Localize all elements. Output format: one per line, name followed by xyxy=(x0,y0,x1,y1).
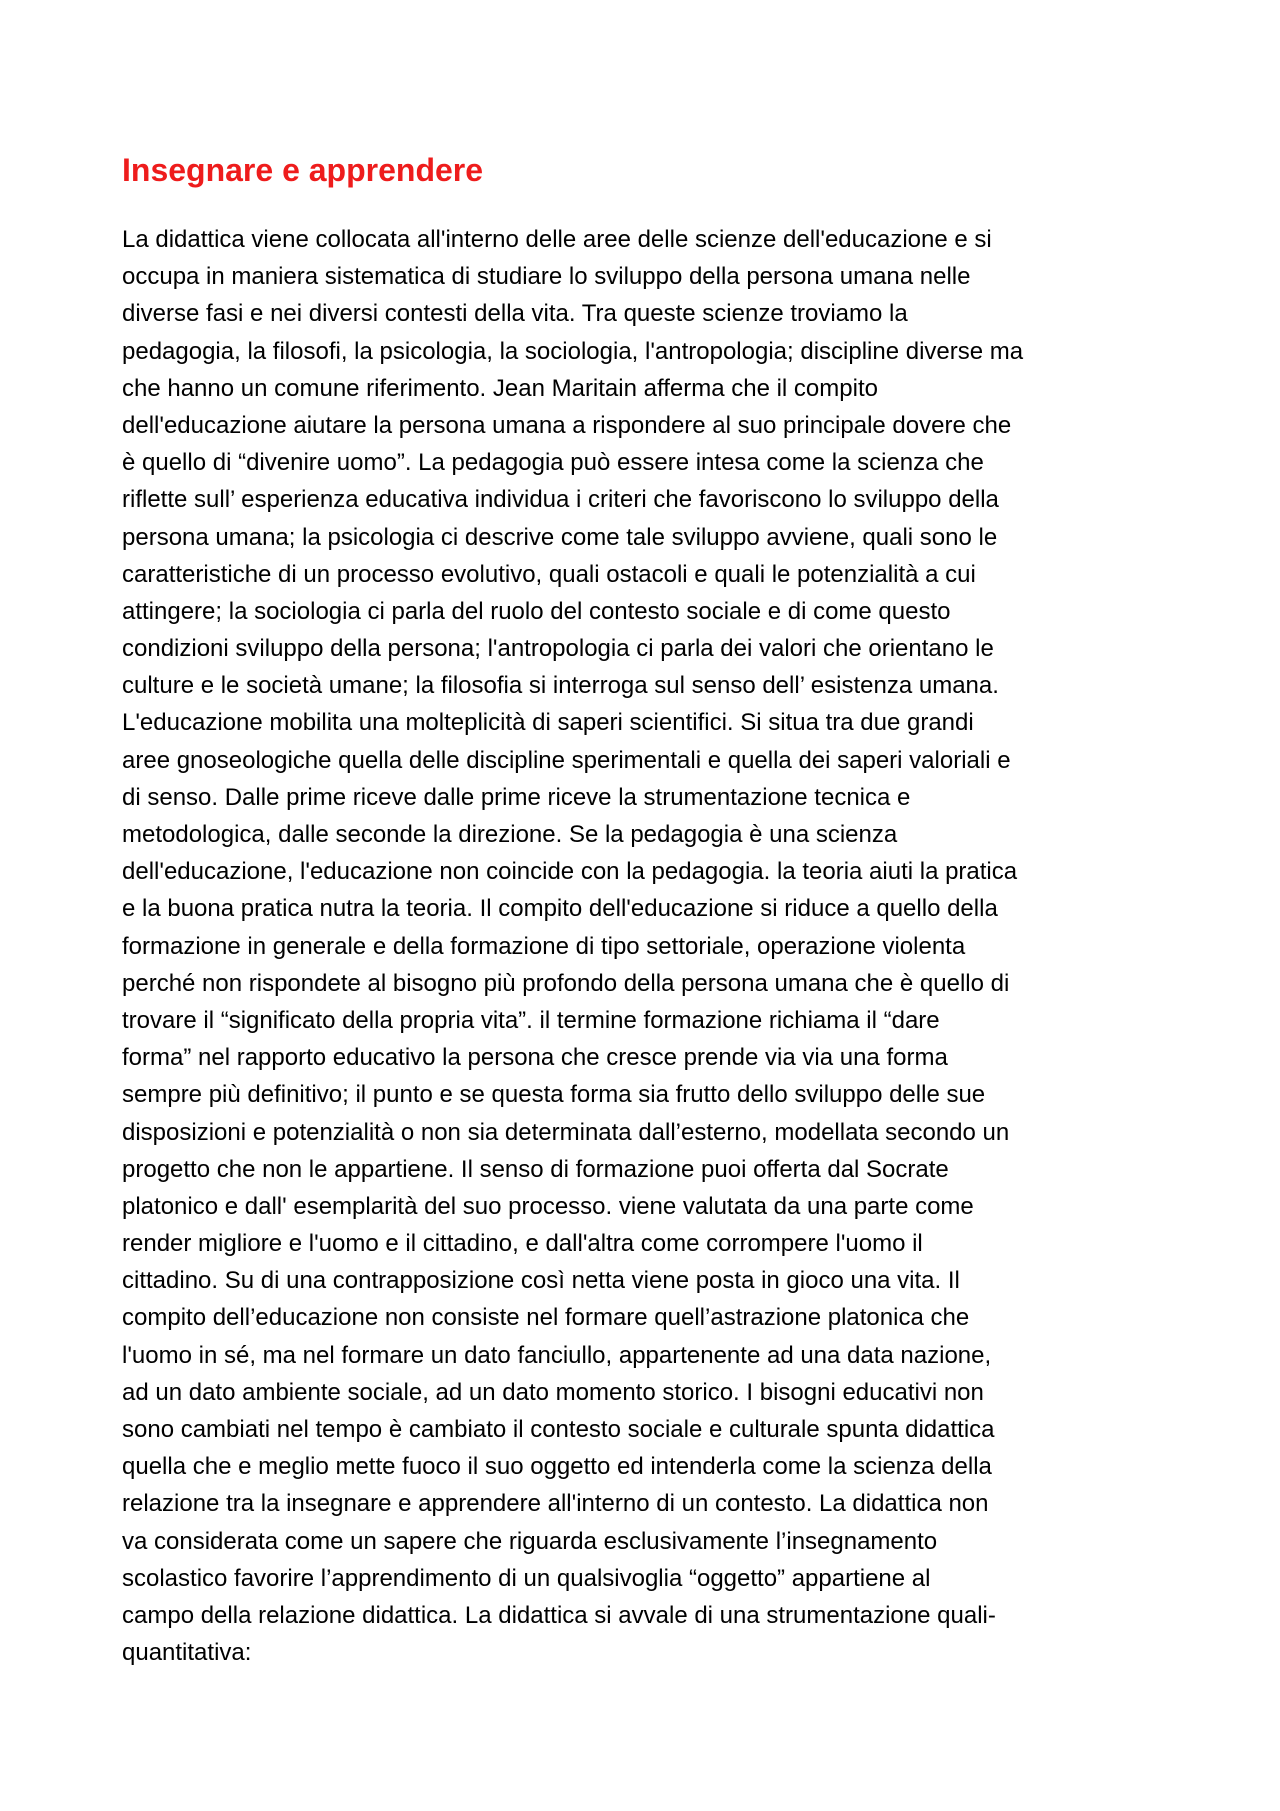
body-line: persona umana; la psicologia ci descrive come tale sviluppo avviene, quali sono le xyxy=(122,523,998,551)
body-line: dell'educazione aiutare la persona umana a rispondere al suo principale dovere che xyxy=(122,411,1012,439)
body-line: occupa in maniera sistematica di studiare lo sviluppo della persona umana nelle xyxy=(122,263,971,291)
body-line: campo della relazione didattica. La didattica si avvale di una strumentazione quali- xyxy=(122,1601,996,1629)
body-line: ad un dato ambiente sociale, ad un dato momento storico. I bisogni educativi non xyxy=(122,1378,984,1406)
body-line: va considerata come un sapere che riguarda esclusivamente l’insegnamento xyxy=(122,1527,938,1555)
body-line: quella che e meglio mette fuoco il suo oggetto ed intenderla come la scienza della xyxy=(122,1453,992,1481)
body-line: forma” nel rapporto educativo la persona che cresce prende via via una forma xyxy=(122,1044,948,1072)
body-line: e la buona pratica nutra la teoria. Il compito dell'educazione si riduce a quello della xyxy=(122,895,998,923)
body-line: condizioni sviluppo della persona; l'antropologia ci parla dei valori che orientano le xyxy=(122,635,994,663)
body-line: l'uomo in sé, ma nel formare un dato fanciullo, appartenente ad una data nazione, xyxy=(122,1341,992,1369)
body-line: è quello di “divenire uomo”. La pedagogia può essere intesa come la scienza che xyxy=(122,449,984,477)
body-line: formazione in generale e della formazione di tipo settoriale, operazione violenta xyxy=(122,932,966,960)
body-line: attingere; la sociologia ci parla del ruolo del contesto sociale e di come questo xyxy=(122,597,951,625)
body-line: sono cambiati nel tempo è cambiato il contesto sociale e culturale spunta didattica xyxy=(122,1416,995,1443)
body-line: che hanno un comune riferimento. Jean Maritain afferma che il compito xyxy=(122,374,878,402)
document-title: Insegnare e apprendere xyxy=(122,152,484,188)
body-line: progetto che non le appartiene. Il senso di formazione puoi offerta dal Socrate xyxy=(122,1155,949,1183)
body-line: dell'educazione, l'educazione non coincide con la pedagogia. la teoria aiuti la pratica xyxy=(122,858,1018,886)
body-line: perché non rispondete al bisogno più profondo della persona umana che è quello di xyxy=(122,969,1010,997)
body-line: cittadino. Su di una contrapposizione così netta viene posta in gioco una vita. Il xyxy=(122,1267,960,1295)
body-line: caratteristiche di un processo evolutivo, quali ostacoli e quali le potenzialità a cui xyxy=(122,560,976,588)
body-line: pedagogia, la filosofi, la psicologia, la sociologia, l'antropologia; discipline diverse ma xyxy=(122,337,1024,365)
body-line: La didattica viene collocata all'interno delle aree delle scienze dell'educazione e si xyxy=(122,226,992,253)
body-line: di senso. Dalle prime riceve dalle prime riceve la strumentazione tecnica e xyxy=(122,783,911,811)
body-line: render migliore e l'uomo e il cittadino, e dall'altra come corrompere l'uomo il xyxy=(122,1230,923,1258)
body-line: culture e le società umane; la filosofia si interroga sul senso dell’ esistenza umana. xyxy=(122,672,999,700)
body-line: trovare il “significato della propria vita”. il termine formazione richiama il “dare xyxy=(122,1006,940,1034)
body-line: relazione tra la insegnare e apprendere all'interno di un contesto. La didattica non xyxy=(122,1490,989,1518)
body-line: compito dell’educazione non consiste nel formare quell’astrazione platonica che xyxy=(122,1304,970,1332)
body-line: L'educazione mobilita una molteplicità di saperi scientifici. Si situa tra due grandi xyxy=(122,709,974,737)
body-line: riflette sull’ esperienza educativa individua i criteri che favoriscono lo sviluppo della xyxy=(122,486,999,514)
body-line: diverse fasi e nei diversi contesti della vita. Tra queste scienze troviamo la xyxy=(122,300,908,328)
body-line: aree gnoseologiche quella delle discipline sperimentali e quella dei saperi valoriali e xyxy=(122,746,1011,774)
body-line: disposizioni e potenzialità o non sia determinata dall’esterno, modellata secondo un xyxy=(122,1118,1010,1146)
body-line: platonico e dall' esemplarità del suo processo. viene valutata da una parte come xyxy=(122,1192,974,1220)
document-body xyxy=(122,221,1182,1671)
body-line: sempre più definitivo; il punto e se questa forma sia frutto dello sviluppo delle sue xyxy=(122,1081,986,1109)
body-line: scolastico favorire l’apprendimento di un qualsivoglia “oggetto” appartiene al xyxy=(122,1564,931,1592)
body-line: quantitativa: xyxy=(122,1639,252,1667)
body-line: metodologica, dalle seconde la direzione. Se la pedagogia è una scienza xyxy=(122,821,898,848)
